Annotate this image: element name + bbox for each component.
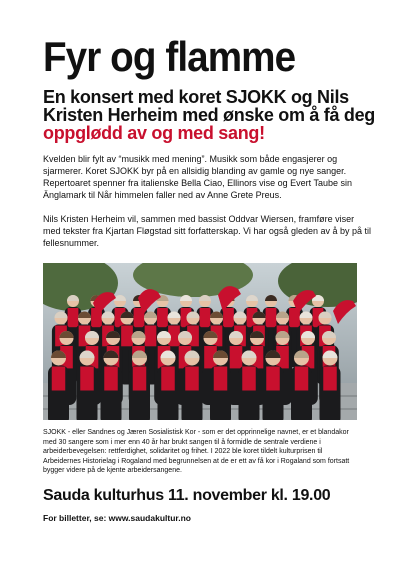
poster-subtitle	[43, 88, 393, 142]
performer-paragraph: Nils Kristen Herheim vil, sammen med bassist Oddvar Wiersen, framføre viser med tekster fra Kjartan Fløgstad sitt forfatterskap. Vi har også gleden av å by på til fellesnummer.	[43, 214, 371, 248]
event-details: Sauda kulturhus 11. november kl. 19.00	[43, 487, 331, 504]
subtitle-highlight: oppglødd av og med sang!	[43, 123, 265, 143]
intro-paragraph: Kvelden blir fylt av “musikk med mening”. Musikk som både engasjerer og sjarmerer. Koret SJOKK byr på en allsidig blanding av gamle og nye sanger. Repertoaret spenner fra italienske Bella Ciao, Ellinors vise og Evert Taube sin Änglamark til Når himmelen faller ned av Anne Grete Preus.	[43, 154, 352, 200]
choir-photo	[43, 263, 357, 420]
photo-caption: SJOKK - eller Sandnes og Jæren Sosialistisk Kor - som er det opprinnelige navnet, er et blandakor med 30 sangere som i mer enn 40 år har brukt sangen til å formidle de sentrale verdiene i arbeiderbevegelsen: rettferdighet, solidaritet og frihet. I 2022 ble koret tildelt kulturprisen til Arbeidernes Historielag i Rogaland med begrunnelsen at de er ett av få kor i Rogaland som fortsatt bygger videre på de kjente arbeidersangene.	[43, 429, 350, 474]
poster-title: Fyr og flamme	[43, 33, 296, 80]
choir-photo-illustration	[43, 263, 357, 420]
subtitle-text: En konsert med koret SJOKK og Nils Kristen Herheim med ønske om å få deg	[43, 87, 375, 125]
ticket-info: For billetter, se: www.saudakultur.no	[43, 513, 191, 523]
